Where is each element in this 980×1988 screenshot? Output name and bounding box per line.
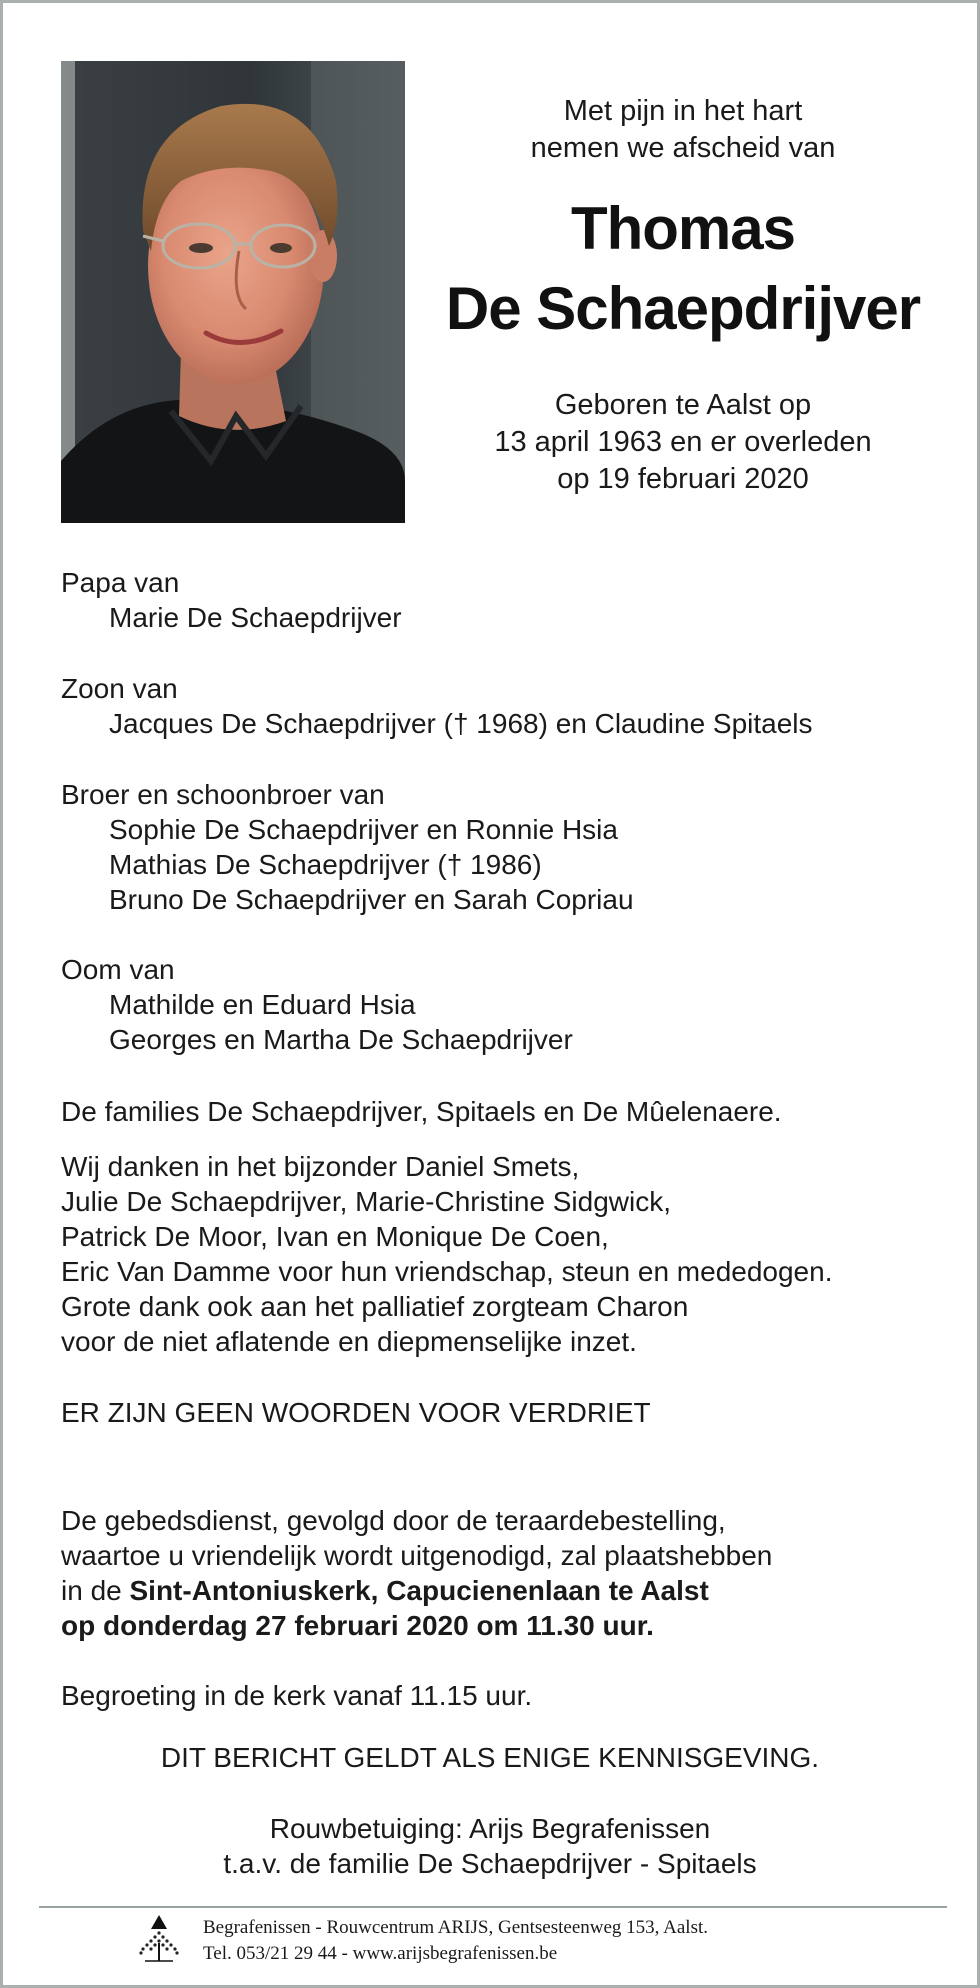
broer-name-2: Mathias De Schaepdrijver († 1986) xyxy=(109,849,542,880)
zoon-name: Jacques De Schaepdrijver († 1968) en Claudine Spitaels xyxy=(109,708,813,739)
funeral-home-footer xyxy=(203,1915,923,1967)
footer-divider xyxy=(39,1906,947,1908)
oom-name-1: Mathilde en Eduard Hsia xyxy=(109,989,416,1020)
footer-contact: Tel. 053/21 29 44 - www.arijsbegrafenissen.be xyxy=(203,1943,558,1964)
service-date-time: op donderdag 27 februari 2020 om 11.30 uur. xyxy=(61,1610,654,1641)
thanks-line-2: Julie De Schaepdrijver, Marie-Christine Sidgwick, xyxy=(61,1186,672,1217)
oom-section xyxy=(61,952,941,1057)
footer-address: Begrafenissen - Rouwcentrum ARIJS, Gentsesteenweg 153, Aalst. xyxy=(203,1917,708,1938)
thanks-line-4: Eric Van Damme voor hun vriendschap, steun en mededogen. xyxy=(61,1256,833,1287)
last-name: De Schaepdrijver xyxy=(445,275,921,342)
service-section xyxy=(61,1503,941,1643)
portrait-photo xyxy=(61,61,405,523)
born-line-2: 13 april 1963 en er overleden xyxy=(494,426,872,458)
thanks-line-6: voor de niet aflatende en diepmenselijke inzet. xyxy=(61,1326,637,1357)
condolences-line-2: t.a.v. de familie De Schaepdrijver - Spitaels xyxy=(223,1848,757,1879)
thanks-line-1: Wij danken in het bijzonder Daniel Smets, xyxy=(61,1151,580,1182)
broer-name-1: Sophie De Schaepdrijver en Ronnie Hsia xyxy=(109,814,618,845)
deceased-name xyxy=(433,189,933,349)
intro-line-2: nemen we afscheid van xyxy=(530,132,836,164)
oom-heading: Oom van xyxy=(61,954,175,985)
service-line-3 xyxy=(61,1573,941,1608)
broer-section xyxy=(61,777,941,917)
condolences-line-1: Rouwbetuiging: Arijs Begrafenissen xyxy=(269,1813,711,1844)
born-line-1: Geboren te Aalst op xyxy=(554,389,812,421)
intro-text xyxy=(443,93,923,167)
portrait-image xyxy=(61,61,405,523)
service-line-3-prefix: in de xyxy=(61,1575,130,1606)
broer-name-3: Bruno De Schaepdrijver en Sarah Copriau xyxy=(109,884,634,915)
motto-line: ER ZIJN GEEN WOORDEN VOOR VERDRIET xyxy=(61,1397,651,1428)
zoon-heading: Zoon van xyxy=(61,673,178,704)
born-line-3: op 19 februari 2020 xyxy=(557,463,809,495)
papa-section xyxy=(61,565,941,635)
papa-heading: Papa van xyxy=(61,567,180,598)
broer-heading: Broer en schoonbroer van xyxy=(61,779,385,810)
thanks-section xyxy=(61,1149,941,1359)
zoon-section xyxy=(61,671,941,741)
thanks-line-3: Patrick De Moor, Ivan en Monique De Coen, xyxy=(61,1221,609,1252)
first-name: Thomas xyxy=(570,195,796,262)
families-line: De families De Schaepdrijver, Spitaels en De Mûelenaere. xyxy=(61,1096,782,1127)
birth-death-info xyxy=(443,387,923,498)
greeting-line: Begroeting in de kerk vanaf 11.15 uur. xyxy=(61,1680,533,1711)
condolences-section xyxy=(3,1811,977,1881)
oom-name-2: Georges en Martha De Schaepdrijver xyxy=(109,1024,573,1055)
service-line-1: De gebedsdienst, gevolgd door de teraardebestelling, xyxy=(61,1505,726,1536)
tree-logo-icon xyxy=(131,1911,187,1967)
notice-line: DIT BERICHT GELDT ALS ENIGE KENNISGEVING. xyxy=(160,1742,820,1773)
service-line-2: waartoe u vriendelijk wordt uitgenodigd, zal plaatshebben xyxy=(61,1540,773,1571)
intro-line-1: Met pijn in het hart xyxy=(563,95,803,127)
church-location: Sint-Antoniuskerk, Capucienenlaan te Aalst xyxy=(129,1575,709,1606)
papa-name: Marie De Schaepdrijver xyxy=(109,602,402,633)
thanks-line-5: Grote dank ook aan het palliatief zorgteam Charon xyxy=(61,1291,689,1322)
